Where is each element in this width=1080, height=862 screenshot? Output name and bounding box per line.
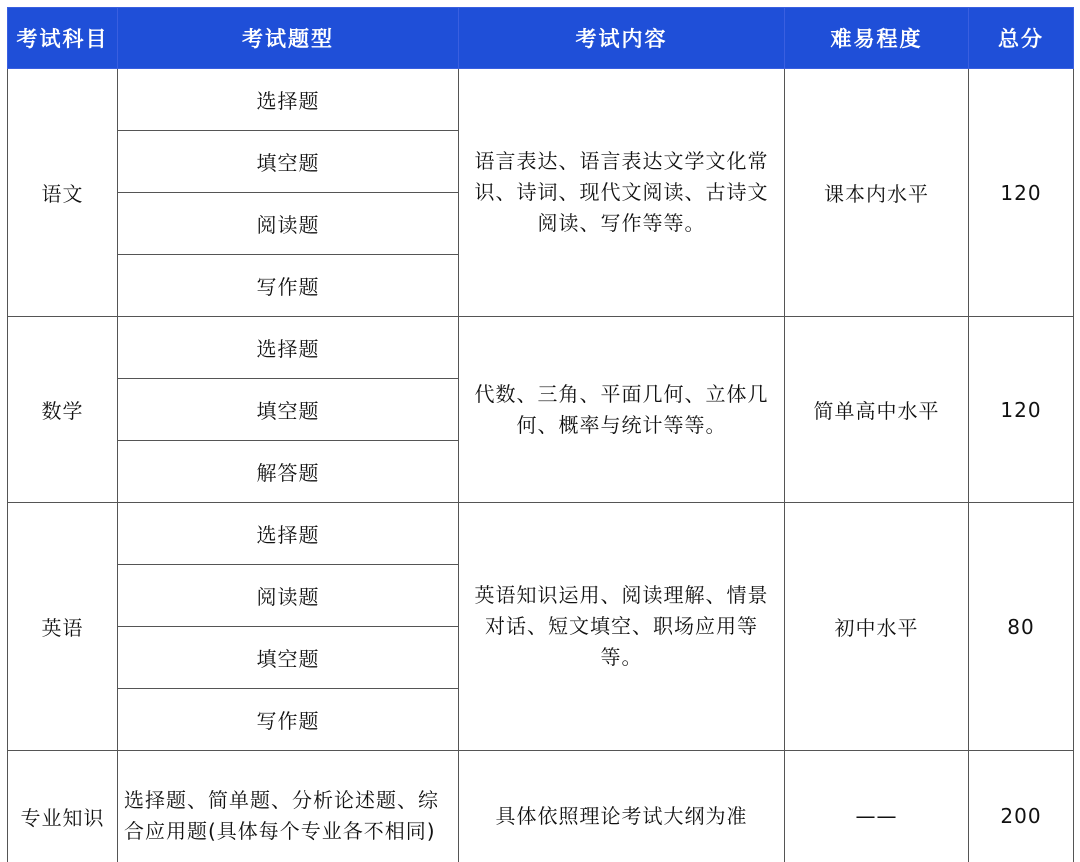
exam-subjects-table xyxy=(7,7,1074,862)
score-cell: 120 xyxy=(969,317,1074,503)
question-type-cell: 选择题、简单题、分析论述题、综合应用题(具体每个专业各不相同) xyxy=(118,751,459,862)
header-subject: 考试科目 xyxy=(8,8,118,69)
question-type-cell: 选择题 xyxy=(118,503,459,565)
content-cell: 代数、三角、平面几何、立体几何、概率与统计等等。 xyxy=(459,317,785,503)
question-type-cell: 阅读题 xyxy=(118,193,459,255)
question-type-cell: 选择题 xyxy=(118,69,459,131)
difficulty-cell: 初中水平 xyxy=(785,503,969,751)
header-difficulty: 难易程度 xyxy=(785,8,969,69)
subject-cell: 语文 xyxy=(8,69,118,317)
table-row xyxy=(8,317,1074,379)
question-type-cell: 填空题 xyxy=(118,131,459,193)
difficulty-cell: 简单高中水平 xyxy=(785,317,969,503)
subject-cell: 专业知识 xyxy=(8,751,118,862)
table-row xyxy=(8,503,1074,565)
question-type-cell: 填空题 xyxy=(118,627,459,689)
header-content: 考试内容 xyxy=(459,8,785,69)
difficulty-cell: —— xyxy=(785,751,969,862)
content-cell: 具体依照理论考试大纲为准 xyxy=(459,751,785,862)
table-header-row xyxy=(8,8,1074,69)
difficulty-cell: 课本内水平 xyxy=(785,69,969,317)
table-row xyxy=(8,69,1074,131)
score-cell: 120 xyxy=(969,69,1074,317)
question-type-cell: 写作题 xyxy=(118,689,459,751)
question-type-cell: 解答题 xyxy=(118,441,459,503)
content-cell: 语言表达、语言表达文学文化常识、诗词、现代文阅读、古诗文阅读、写作等等。 xyxy=(459,69,785,317)
score-cell: 80 xyxy=(969,503,1074,751)
question-type-cell: 选择题 xyxy=(118,317,459,379)
subject-cell: 数学 xyxy=(8,317,118,503)
header-score: 总分 xyxy=(969,8,1074,69)
table-row xyxy=(8,751,1074,862)
subject-cell: 英语 xyxy=(8,503,118,751)
header-type: 考试题型 xyxy=(118,8,459,69)
content-cell: 英语知识运用、阅读理解、情景对话、短文填空、职场应用等等。 xyxy=(459,503,785,751)
question-type-cell: 阅读题 xyxy=(118,565,459,627)
score-cell: 200 xyxy=(969,751,1074,862)
question-type-cell: 写作题 xyxy=(118,255,459,317)
question-type-cell: 填空题 xyxy=(118,379,459,441)
